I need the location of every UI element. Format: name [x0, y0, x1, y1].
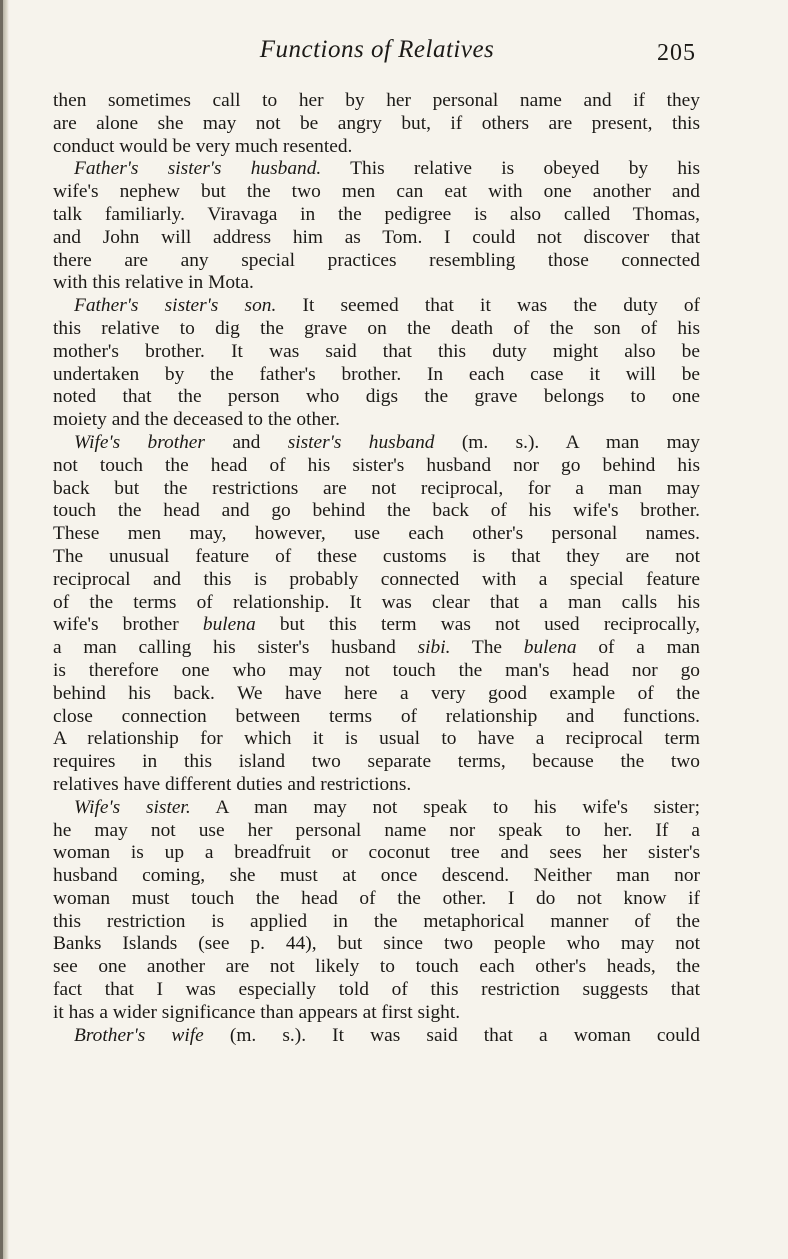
- text-line: [53, 637, 700, 660]
- line-text: These men may, however, use each other's personal names.: [53, 523, 700, 545]
- line-text: A man may not speak to his wife's sister;: [190, 796, 700, 818]
- line-text: this relative to dig the grave on the death of the son of his: [53, 317, 700, 339]
- text-line: [53, 820, 700, 843]
- text-line: [53, 272, 700, 295]
- text-line: [53, 455, 700, 478]
- text-line: [53, 364, 700, 387]
- text-line: [53, 865, 700, 888]
- text-line: [53, 227, 700, 250]
- text-line: [53, 979, 700, 1002]
- text-line: [53, 500, 700, 523]
- text-line: [53, 683, 700, 706]
- line-text: mother's brother. It was said that this duty might also be: [53, 340, 700, 362]
- line-text: back but the restrictions are not reciprocal, for a man may: [53, 477, 700, 499]
- text-line: [53, 842, 700, 865]
- italic-term: Father's sister's son.: [74, 295, 277, 317]
- line-text: fact that I was especially told of this restriction suggests that: [53, 979, 700, 1001]
- line-text: is therefore one who may not touch the man's head nor go: [53, 659, 700, 681]
- line-text: relatives have different duties and restrictions.: [53, 773, 412, 795]
- text-line: [53, 956, 700, 979]
- line-text: this restriction is applied in the metaphorical manner of the: [53, 910, 700, 932]
- line-text: of the terms of relationship. It was clear that a man calls his: [53, 591, 700, 613]
- line-text: wife's nephew but the two men can eat with one another and: [53, 181, 700, 203]
- text-line: [53, 1002, 700, 1025]
- line-text: not touch the head of his sister's husband nor go behind his: [53, 454, 700, 476]
- line-text: (m. s.). A man may: [434, 431, 700, 453]
- line-text: touch the head and go behind the back of his wife's brother.: [53, 500, 700, 522]
- line-text: then sometimes call to her by her personal name and if they: [53, 90, 700, 111]
- line-text: a man calling his sister's husband: [53, 637, 418, 659]
- text-line: [53, 774, 700, 797]
- text-line: [53, 250, 700, 273]
- italic-term: Wife's brother: [74, 431, 205, 453]
- text-line: [53, 113, 700, 136]
- line-text: moiety and the deceased to the other.: [53, 409, 340, 431]
- page-number: 205: [657, 40, 696, 66]
- line-text: talk familiarly. Viravaga in the pedigree is also called Thomas,: [53, 203, 700, 225]
- text-line: [53, 660, 700, 683]
- text-line: [53, 797, 700, 820]
- line-text: It seemed that it was the duty of: [276, 295, 700, 317]
- line-text: of a man: [576, 637, 700, 659]
- line-text: wife's brother: [53, 614, 203, 636]
- line-text: requires in this island two separate terms, because the two: [53, 751, 700, 773]
- line-text: Banks Islands (see p. 44), but since two people who may not: [53, 933, 700, 955]
- line-text: The: [450, 637, 524, 659]
- line-text: undertaken by the father's brother. In each case it will be: [53, 363, 700, 385]
- line-text: are alone she may not be angry but, if others are present, this: [53, 112, 700, 134]
- line-text: behind his back. We have here a very good example of the: [53, 682, 700, 704]
- text-line: [53, 318, 700, 341]
- line-text: with this relative in Mota.: [53, 272, 254, 294]
- line-text: he may not use her personal name nor speak to her. If a: [53, 819, 700, 841]
- text-line: [53, 204, 700, 227]
- text-line: [53, 478, 700, 501]
- line-text: (m. s.). It was said that a woman could: [203, 1024, 700, 1046]
- line-text: The unusual feature of these customs is that they are not: [53, 545, 700, 567]
- text-line: [53, 181, 700, 204]
- text-line: [53, 911, 700, 934]
- text-line: [53, 136, 700, 159]
- text-line: [53, 614, 700, 637]
- text-line: [53, 523, 700, 546]
- text-line: [53, 933, 700, 956]
- body-text: [53, 90, 700, 1047]
- line-text: see one another are not likely to touch each other's heads, the: [53, 956, 700, 978]
- line-text: A relationship for which it is usual to have a reciprocal term: [53, 728, 700, 750]
- line-text: but this term was not used reciprocally,: [255, 614, 700, 636]
- text-line: [53, 888, 700, 911]
- italic-term: bulena: [523, 637, 577, 659]
- text-line: [53, 90, 700, 113]
- text-line: [53, 386, 700, 409]
- line-text: and John will address him as Tom. I could not discover that: [53, 226, 700, 248]
- line-text: husband coming, she must at once descend. Neither man nor: [53, 865, 700, 887]
- line-text: close connection between terms of relationship and functions.: [53, 705, 700, 727]
- line-text: woman is up a breadfruit or coconut tree and sees her sister's: [53, 842, 700, 864]
- line-text: and: [204, 431, 288, 453]
- text-line: [53, 432, 700, 455]
- line-text: there are any special practices resembling those connected: [53, 249, 700, 271]
- running-title: Functions of Relatives: [259, 36, 495, 63]
- binding-edge: [0, 0, 3, 1259]
- italic-term: sibi.: [417, 637, 451, 659]
- text-line: [53, 295, 700, 318]
- text-line: [53, 706, 700, 729]
- page-header: [52, 36, 702, 76]
- text-line: [53, 592, 700, 615]
- line-text: it has a wider significance than appears at first sight.: [53, 1001, 461, 1023]
- italic-term: Father's sister's husband.: [74, 158, 322, 180]
- italic-term: sister's husband: [287, 431, 435, 453]
- text-line: [53, 751, 700, 774]
- text-line: [53, 1025, 700, 1048]
- line-text: conduct would be very much resented.: [53, 135, 353, 157]
- italic-term: Wife's sister.: [74, 796, 191, 818]
- line-text: This relative is obeyed by his: [321, 158, 700, 180]
- text-line: [53, 158, 700, 181]
- italic-term: Brother's wife: [74, 1024, 204, 1046]
- italic-term: bulena: [202, 614, 256, 636]
- text-line: [53, 728, 700, 751]
- line-text: noted that the person who digs the grave belongs to one: [53, 386, 700, 408]
- line-text: reciprocal and this is probably connected with a special feature: [53, 568, 700, 590]
- text-line: [53, 341, 700, 364]
- text-line: [53, 569, 700, 592]
- line-text: woman must touch the head of the other. I do not know if: [53, 887, 700, 909]
- text-line: [53, 546, 700, 569]
- text-line: [53, 409, 700, 432]
